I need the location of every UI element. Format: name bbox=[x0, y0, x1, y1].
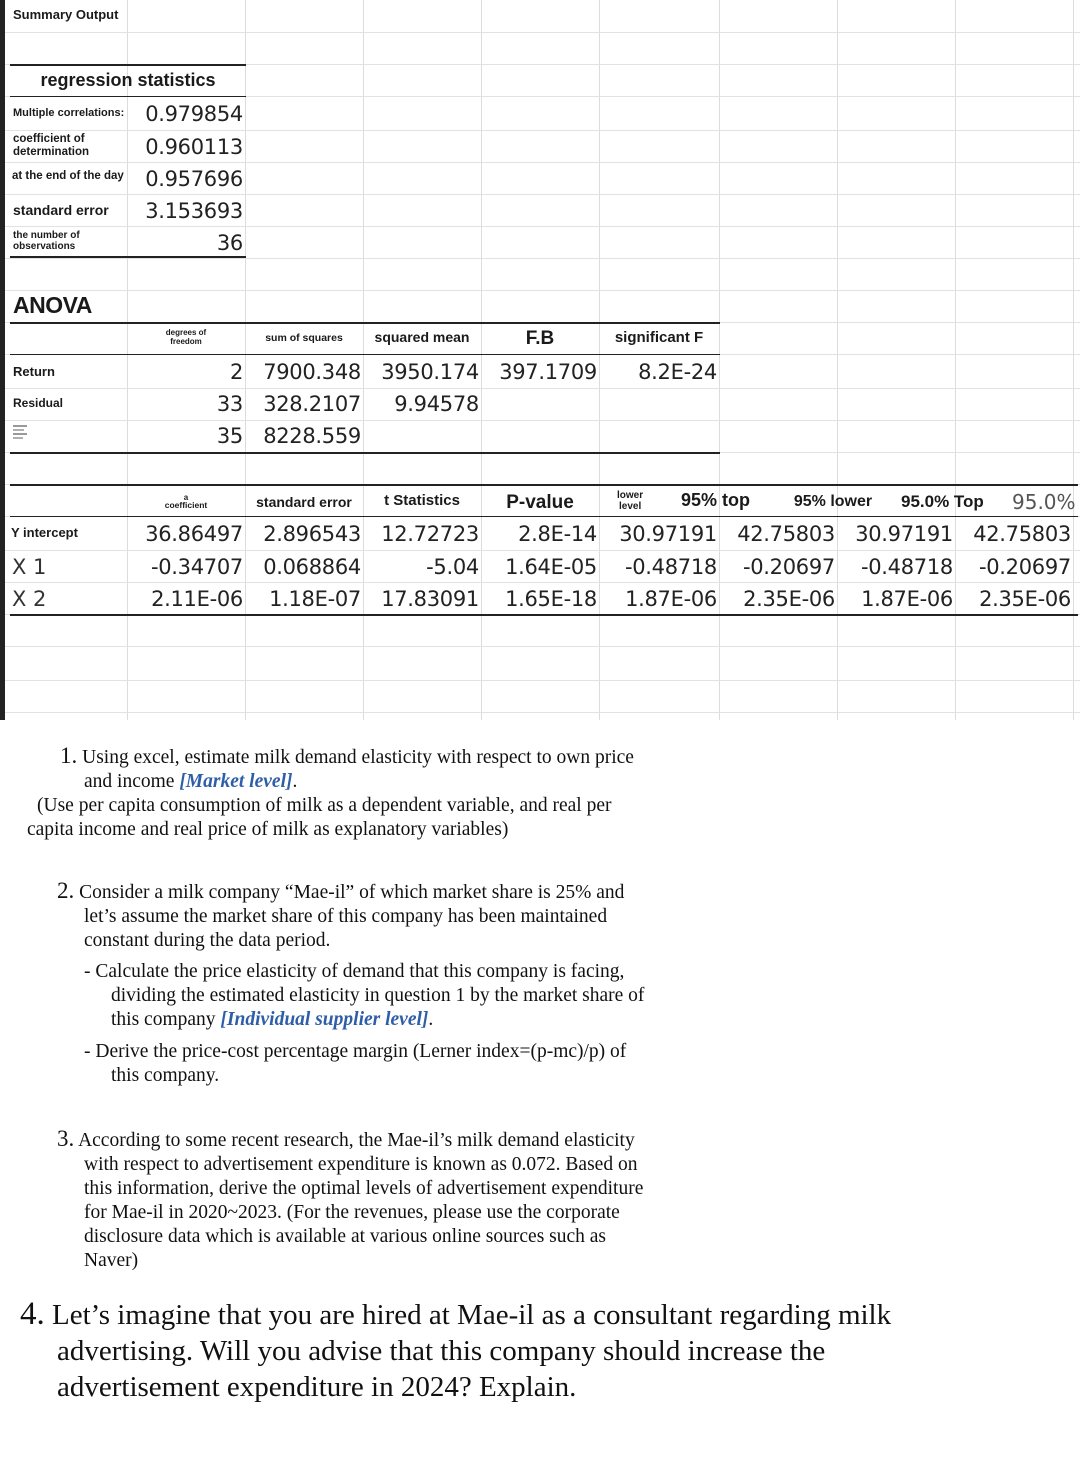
question-4-line1: Let’s imagine that you are hired at Mae-il as a consultant regarding milk bbox=[52, 1299, 892, 1331]
reg-label-observations-line1: the number of bbox=[13, 230, 80, 241]
coef-intercept-95-lower: 30.97191 bbox=[855, 522, 953, 546]
question-4-line3: advertisement expenditure in 2024? Explain. bbox=[57, 1371, 577, 1403]
question-2-number: 2. bbox=[57, 878, 75, 903]
question-3-line3: this information, derive the optimal levels of advertisement expenditure bbox=[84, 1178, 644, 1199]
reg-label-observations-line2: observations bbox=[13, 241, 76, 252]
anova-header-df-line1: degrees of bbox=[165, 328, 207, 337]
question-3 bbox=[57, 1127, 643, 1273]
anova-ss-residual: 328.2107 bbox=[263, 392, 361, 416]
coef-row-label-x1: X 1 bbox=[12, 555, 47, 579]
anova-ss-total: 8228.559 bbox=[263, 424, 361, 448]
anova-header-significance: significant F bbox=[614, 329, 704, 346]
coef-x2-p-value: 1.65E-18 bbox=[505, 587, 597, 611]
coef-x1-standard-error: 0.068864 bbox=[263, 555, 361, 579]
anova-row-label-regression: Return bbox=[13, 364, 55, 379]
coef-header-95-lower: 95% lower bbox=[793, 493, 873, 510]
regression-statistics-heading: regression statistics bbox=[40, 70, 216, 90]
coef-x1-t-stat: -5.04 bbox=[426, 555, 479, 579]
question-1 bbox=[60, 744, 634, 794]
reg-label-standard-error: standard error bbox=[13, 202, 109, 218]
coef-x2-standard-error: 1.18E-07 bbox=[269, 587, 361, 611]
question-1-note bbox=[27, 794, 612, 842]
question-1-line2a: and income bbox=[84, 771, 180, 792]
anova-df-residual: 33 bbox=[216, 392, 243, 416]
individual-supplier-level-tag: [Individual supplier level] bbox=[220, 1009, 429, 1030]
coef-header-950-lower: 95.0% bbox=[1012, 490, 1076, 514]
coef-row-label-x2: X 2 bbox=[12, 587, 47, 611]
question-2-bullet1-line2: dividing the estimated elasticity in question 1 by the market share of bbox=[111, 985, 645, 1006]
question-2-bullet1-line1: - Calculate the price elasticity of demand that this company is facing, bbox=[84, 961, 625, 982]
coef-x2-lower: 1.87E-06 bbox=[625, 587, 717, 611]
question-4-line2: advertising. Will you advise that this company should increase the bbox=[57, 1335, 826, 1367]
coef-header-coefficient-line2: coefficient bbox=[164, 500, 208, 510]
question-2-bullet2-line1: - Derive the price-cost percentage margin (Lerner index=(p-mc)/p) of bbox=[84, 1041, 627, 1062]
coef-x1-950-top: -0.20697 bbox=[978, 555, 1071, 579]
coef-header-p-value: P-value bbox=[506, 492, 574, 513]
coef-header-coefficient-line1: a bbox=[183, 493, 189, 502]
question-4-number: 4. bbox=[20, 1296, 45, 1332]
coef-x2-95-top: 2.35E-06 bbox=[743, 587, 835, 611]
question-2-line1: Consider a milk company “Mae-il” of which market share is 25% and bbox=[79, 882, 625, 903]
market-level-tag: [Market level] bbox=[179, 771, 293, 792]
coef-x2-t-stat: 17.83091 bbox=[381, 587, 479, 611]
spreadsheet-summary-output bbox=[0, 0, 1080, 720]
coef-header-lower-line1: lower bbox=[617, 490, 644, 501]
coef-x1-95-lower: -0.48718 bbox=[860, 555, 953, 579]
coef-header-950-top: 95.0% Top bbox=[901, 492, 984, 511]
coef-x2-95-lower: 1.87E-06 bbox=[861, 587, 953, 611]
coef-x1-coefficient: -0.34707 bbox=[150, 555, 243, 579]
coef-intercept-95-top: 42.75803 bbox=[737, 522, 835, 546]
question-3-line4: for Mae-il in 2020~2023. (For the revenues, please use the corporate bbox=[84, 1202, 620, 1223]
coef-intercept-t-stat: 12.72723 bbox=[381, 522, 479, 546]
anova-sig-regression: 8.2E-24 bbox=[638, 360, 717, 384]
coef-header-t-statistics: t Statistics bbox=[384, 492, 460, 509]
anova-title: ANOVA bbox=[13, 292, 92, 318]
anova-header-ms: squared mean bbox=[374, 329, 470, 345]
coef-intercept-coefficient: 36.86497 bbox=[145, 522, 243, 546]
anova-ms-regression: 3950.174 bbox=[381, 360, 479, 384]
anova-f-regression: 397.1709 bbox=[499, 360, 597, 384]
coef-row-label-intercept: Y intercept bbox=[11, 525, 78, 540]
question-2-bullet1-line3a: this company bbox=[111, 1009, 221, 1030]
anova-ss-regression: 7900.348 bbox=[263, 360, 361, 384]
coef-header-standard-error: standard error bbox=[256, 494, 352, 510]
reg-value-multiple-correlations: 0.979854 bbox=[145, 102, 243, 126]
anova-total-label-smudge bbox=[13, 425, 27, 441]
reg-value-standard-error: 3.153693 bbox=[145, 199, 243, 223]
reg-label-adjusted: at the end of the day bbox=[12, 170, 124, 182]
question-1-number: 1. bbox=[60, 743, 78, 768]
question-2-line2: let’s assume the market share of this company has been maintained bbox=[84, 906, 608, 927]
question-3-line5: disclosure data which is available at various online sources such as bbox=[84, 1226, 607, 1247]
anova-header-df-line2: freedom bbox=[170, 337, 202, 346]
question-1-line4: capita income and real price of milk as explanatory variables) bbox=[27, 819, 509, 840]
coef-header-95-top: 95% top bbox=[681, 490, 751, 510]
anova-header-ss: sum of squares bbox=[265, 332, 343, 344]
coef-x1-p-value: 1.64E-05 bbox=[505, 555, 597, 579]
anova-header-f: F.B bbox=[525, 328, 555, 349]
question-1-line1: Using excel, estimate milk demand elasticity with respect to own price bbox=[82, 747, 634, 768]
anova-df-regression: 2 bbox=[229, 360, 243, 384]
question-2-bullet2-line2: this company. bbox=[111, 1065, 220, 1086]
coef-x2-coefficient: 2.11E-06 bbox=[151, 587, 243, 611]
summary-output-title: Summary Output bbox=[13, 7, 119, 22]
question-3-line1: According to some recent research, the Mae-il’s milk demand elasticity bbox=[78, 1130, 635, 1151]
question-2-line3: constant during the data period. bbox=[84, 930, 331, 951]
reg-value-observations: 36 bbox=[216, 231, 243, 255]
question-3-number: 3. bbox=[57, 1126, 75, 1151]
coef-x1-95-top: -0.20697 bbox=[742, 555, 835, 579]
question-3-line2: with respect to advertisement expenditure is known as 0.072. Based on bbox=[84, 1154, 638, 1175]
question-1-line3: (Use per capita consumption of milk as a dependent variable, and real per bbox=[37, 795, 612, 816]
reg-label-r-squared-line1: coefficient of bbox=[13, 133, 85, 145]
anova-ms-residual: 9.94578 bbox=[394, 392, 479, 416]
coef-header-lower-line2: level bbox=[619, 501, 642, 512]
reg-value-adjusted: 0.957696 bbox=[145, 167, 243, 191]
coef-intercept-p-value: 2.8E-14 bbox=[518, 522, 597, 546]
coef-x2-950-top: 2.35E-06 bbox=[979, 587, 1071, 611]
coef-intercept-standard-error: 2.896543 bbox=[263, 522, 361, 546]
reg-label-multiple-correlations: Multiple correlations: bbox=[13, 107, 125, 119]
question-2 bbox=[57, 879, 644, 1088]
question-3-line6: Naver) bbox=[84, 1250, 139, 1271]
question-2-bullet1-line3c: . bbox=[428, 1009, 434, 1030]
question-1-line2c: . bbox=[292, 771, 298, 792]
question-4 bbox=[20, 1296, 891, 1405]
anova-row-label-residual: Residual bbox=[13, 396, 64, 410]
coef-intercept-lower: 30.97191 bbox=[619, 522, 717, 546]
coef-intercept-950-top: 42.75803 bbox=[973, 522, 1071, 546]
reg-label-r-squared-line2: determination bbox=[13, 146, 90, 158]
coef-x1-lower: -0.48718 bbox=[624, 555, 717, 579]
reg-value-r-squared: 0.960113 bbox=[145, 135, 243, 159]
anova-df-total: 35 bbox=[216, 424, 243, 448]
